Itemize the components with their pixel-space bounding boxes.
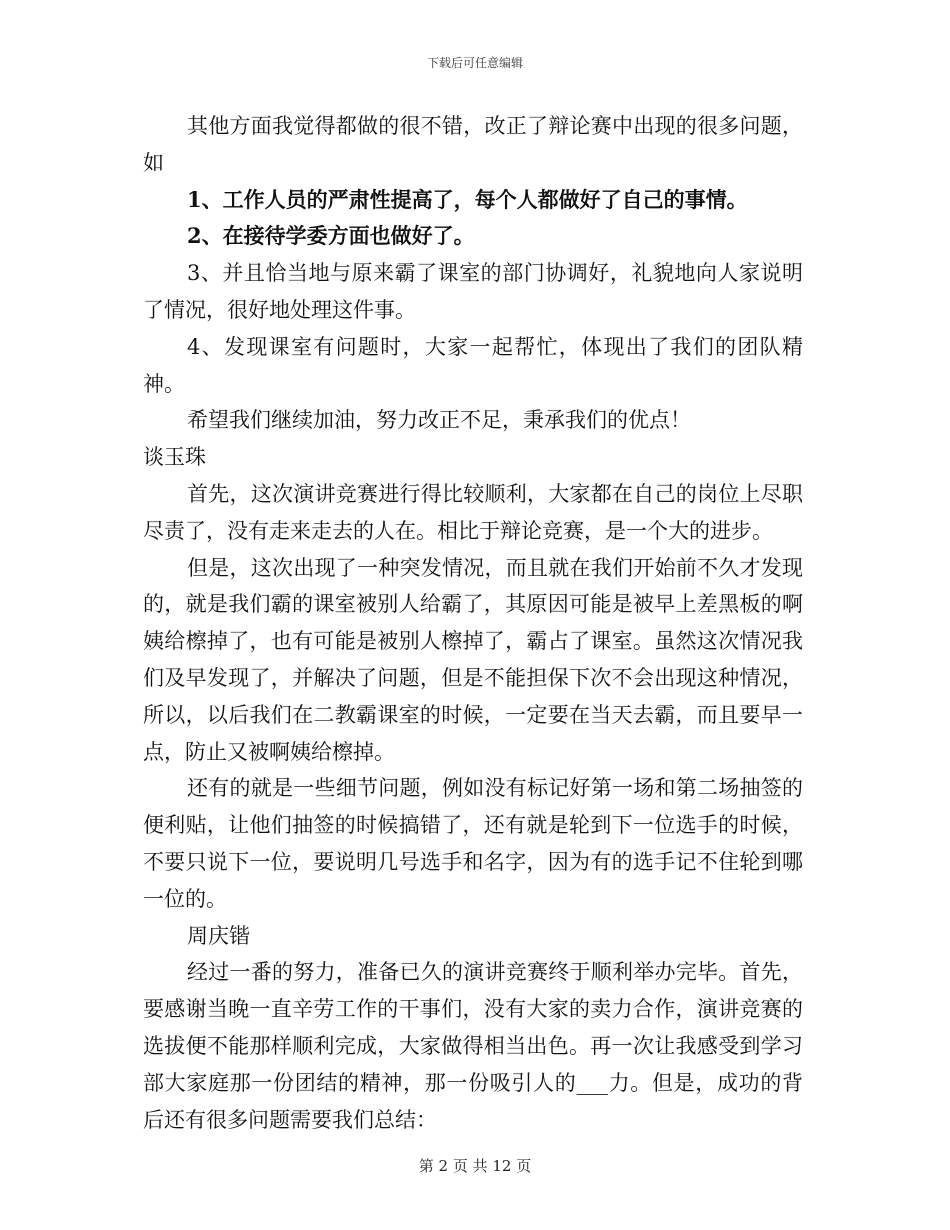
paragraph-zhou-1: 经过一番的努力，准备已久的演讲竞赛终于顺利举办完毕。首先，要感谢当晚一直辛劳工作的干事们，没有大家的卖力合作，演讲竞赛的选拔便不能那样顺利完成，大家做得相当出色。再一次让我感受到学习部大家庭那一份团结的精神，那一份吸引人的___力。但是，成功的背后还有很多问题需要我们总结： (143, 960, 803, 1132)
author-name-zhou: 周庆锴 (187, 923, 250, 948)
paragraph-tan-3: 还有的就是一些细节问题，例如没有标记好第一场和第二场抽签的便利贴，让他们抽签的时候搞错了，还有就是轮到下一位选手的时候，不要只说下一位，要说明几号选手和名字，因为有的选手记不住轮到哪一位的。 (143, 776, 803, 911)
list-item-2: 2、在接待学委方面也做好了。 (187, 223, 475, 249)
list-item-3: 3、并且恰当地与原来霸了课室的部门协调好，礼貌地向人家说明了情况，很好地处理这件事。 (143, 261, 803, 322)
list-item-4: 4、发现课室有问题时，大家一起帮忙，体现出了我们的团队精神。 (143, 334, 803, 396)
paragraph-hope: 希望我们继续加油，努力改正不足，秉承我们的优点！ (187, 408, 691, 433)
paragraph-tan-2: 但是，这次出现了一种突发情况，而且就在我们开始前不久才发现的，就是我们霸的课室被别人给霸了，其原因可能是被早上差黑板的啊姨给檫掉了，也有可能是被别人檫掉了，霸占了课室。虽然这次情况我们及早发现了，并解决了问题，但是不能担保下次不会出现这种情况，所以，以后我们在二教霸课室的时候，一定要在当天去霸，而且要早一点，防止又被啊姨给檫掉。 (143, 555, 803, 764)
page-footer-number: 第 2 页 共 12 页 (418, 1157, 532, 1175)
author-name-tan: 谈玉珠 (143, 445, 206, 470)
page-header-note: 下载后可任意编辑 (426, 56, 523, 70)
paragraph-tan-1: 首先，这次演讲竞赛进行得比较顺利，大家都在自己的岗位上尽职尽责了，没有走来走去的人在。相比于辩论竞赛，是一个大的进步。 (143, 481, 803, 543)
document-body (143, 108, 803, 1138)
list-item-1: 1、工作人员的严肃性提高了，每个人都做好了自己的事情。 (187, 186, 748, 212)
paragraph-intro: 其他方面我觉得都做的很不错，改正了辩论赛中出现的很多问题，如 (143, 114, 803, 175)
